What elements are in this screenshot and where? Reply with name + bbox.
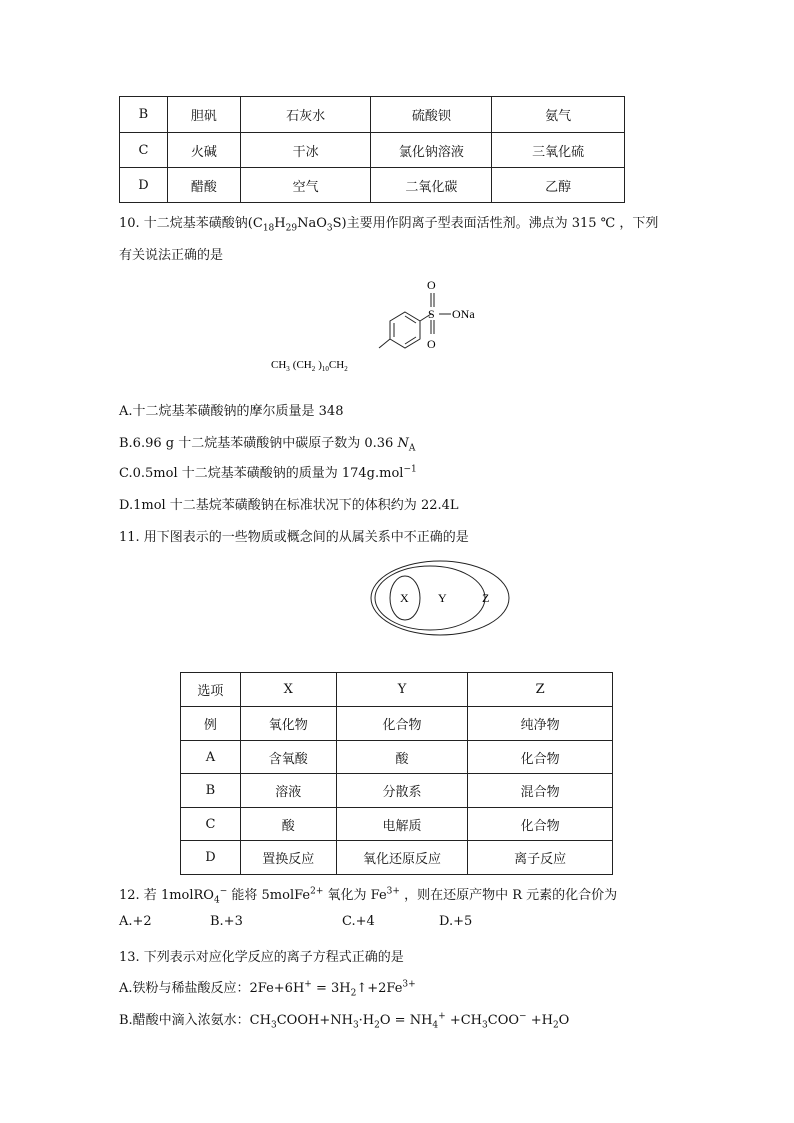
table-cell: 胆矾	[167, 97, 240, 133]
table-cell: 氨气	[492, 97, 625, 133]
table-row	[181, 707, 613, 741]
atom-label-o-bottom: O	[427, 337, 436, 351]
table-cell: 混合物	[468, 774, 613, 808]
table-cell: 醋酸	[167, 168, 240, 203]
table-cell: 石灰水	[240, 97, 371, 133]
table-cell: B	[181, 774, 241, 808]
table-cell: D	[120, 168, 168, 203]
atom-label-ona: ONa	[452, 307, 475, 321]
table-cell: B	[120, 97, 168, 133]
table-cell: 离子反应	[468, 841, 613, 875]
sulfonate-structure-diagram	[265, 272, 505, 382]
concept-relation-table	[180, 672, 613, 875]
q12-option-b: B.+3	[210, 914, 243, 929]
table-cell: 化合物	[468, 741, 613, 774]
table-cell: 氯化钠溶液	[371, 133, 492, 168]
table-cell: 分散系	[336, 774, 468, 808]
table-cell: A	[181, 741, 241, 774]
classification-table	[119, 96, 625, 203]
table-cell: 氧化还原反应	[336, 841, 468, 875]
table-cell: 电解质	[336, 808, 468, 841]
q13-option-a: A.铁粉与稀盐酸反应：$2Fe+6H^+ = 3H_2↑+2Fe^{3+}$	[119, 979, 416, 999]
table-cell: 乙醇	[492, 168, 625, 203]
table-row	[181, 774, 613, 808]
q10-option-b: B.6.96 g 十二烷基苯磺酸钠中碳原子数为 0.36 $N_A$	[119, 436, 416, 454]
table-row	[181, 741, 613, 774]
table-cell: 例	[181, 707, 241, 741]
atom-label-s: S	[428, 307, 435, 321]
q11-stem: 11. 用下图表示的一些物质或概念间的从属关系中不正确的是	[119, 530, 469, 545]
table-cell: 硫酸钡	[371, 97, 492, 133]
q13-stem: 13. 下列表示对应化学反应的离子方程式正确的是	[119, 950, 404, 965]
table-cell: 溶液	[240, 774, 336, 808]
q12-option-c: C.+4	[342, 914, 375, 929]
table-header-cell: Z	[468, 673, 613, 707]
table-cell: 火碱	[167, 133, 240, 168]
table-cell: 酸	[336, 741, 468, 774]
table-cell: 化合物	[336, 707, 468, 741]
q10-option-c: C.0.5mol 十二烷基苯磺酸钠的质量为 174g.mol$^{-1}$	[119, 464, 417, 481]
table-header-cell: 选项	[181, 673, 241, 707]
alkyl-chain-label: $CH_3$ ($CH_2$ )$_{10}CH_2$	[271, 359, 348, 373]
table-cell: C	[120, 133, 168, 168]
table-row	[120, 97, 625, 133]
diagram-label-z: Z	[482, 591, 490, 605]
table-cell: 干冰	[240, 133, 371, 168]
table-cell: 氧化物	[240, 707, 336, 741]
table-row	[120, 168, 625, 203]
table-cell: 置换反应	[240, 841, 336, 875]
table-cell: C	[181, 808, 241, 841]
table-cell: 酸	[240, 808, 336, 841]
table-header-cell: X	[240, 673, 336, 707]
q10-option-a: A.十二烷基苯磺酸钠的摩尔质量是 348	[119, 404, 344, 419]
nested-ellipse-diagram	[369, 558, 511, 638]
table-header-cell: Y	[336, 673, 468, 707]
ellipse-y	[375, 566, 485, 630]
diagram-label-x: X	[400, 591, 409, 605]
q12-option-a: A.+2	[119, 914, 152, 929]
q10-stem-line1: 10. 十二烷基苯磺酸钠$(C_{18}H_{29}NaO_3S)$主要用作阴离子型表面活性剂。沸点为 315 ℃ ，下列	[119, 216, 659, 234]
q10-stem-line2: 有关说法正确的是	[119, 248, 224, 263]
table-cell: 二氧化碳	[371, 168, 492, 203]
table-cell: 空气	[240, 168, 371, 203]
bond-line	[379, 339, 390, 348]
table-cell: 三氧化硫	[492, 133, 625, 168]
table-cell: 化合物	[468, 808, 613, 841]
q13-option-b: B.醋酸中滴入浓氨水：$CH_3COOH+NH_3\cdot H_2O = NH_4^+ +CH_3COO^- +H_2O$	[119, 1011, 570, 1031]
table-row	[181, 808, 613, 841]
q10-option-d: D.1mol 十二基烷苯磺酸钠在标准状况下的体积约为 22.4L	[119, 498, 459, 513]
q12-option-d: D.+5	[439, 914, 473, 929]
table-cell: 纯净物	[468, 707, 613, 741]
q12-stem: 12. 若 1molRO$_4$− 能将 5molFe$^{2+}$ 氧化为 $Fe^{3+}$ ，则在还原产物中 R 元素的化合价为	[119, 886, 618, 906]
table-cell: D	[181, 841, 241, 875]
table-header-row	[181, 673, 613, 707]
table-row	[181, 841, 613, 875]
diagram-label-y: Y	[438, 591, 447, 605]
atom-label-o-top: O	[427, 278, 436, 292]
table-row	[120, 133, 625, 168]
table-cell: 含氧酸	[240, 741, 336, 774]
q12-options	[119, 914, 472, 929]
